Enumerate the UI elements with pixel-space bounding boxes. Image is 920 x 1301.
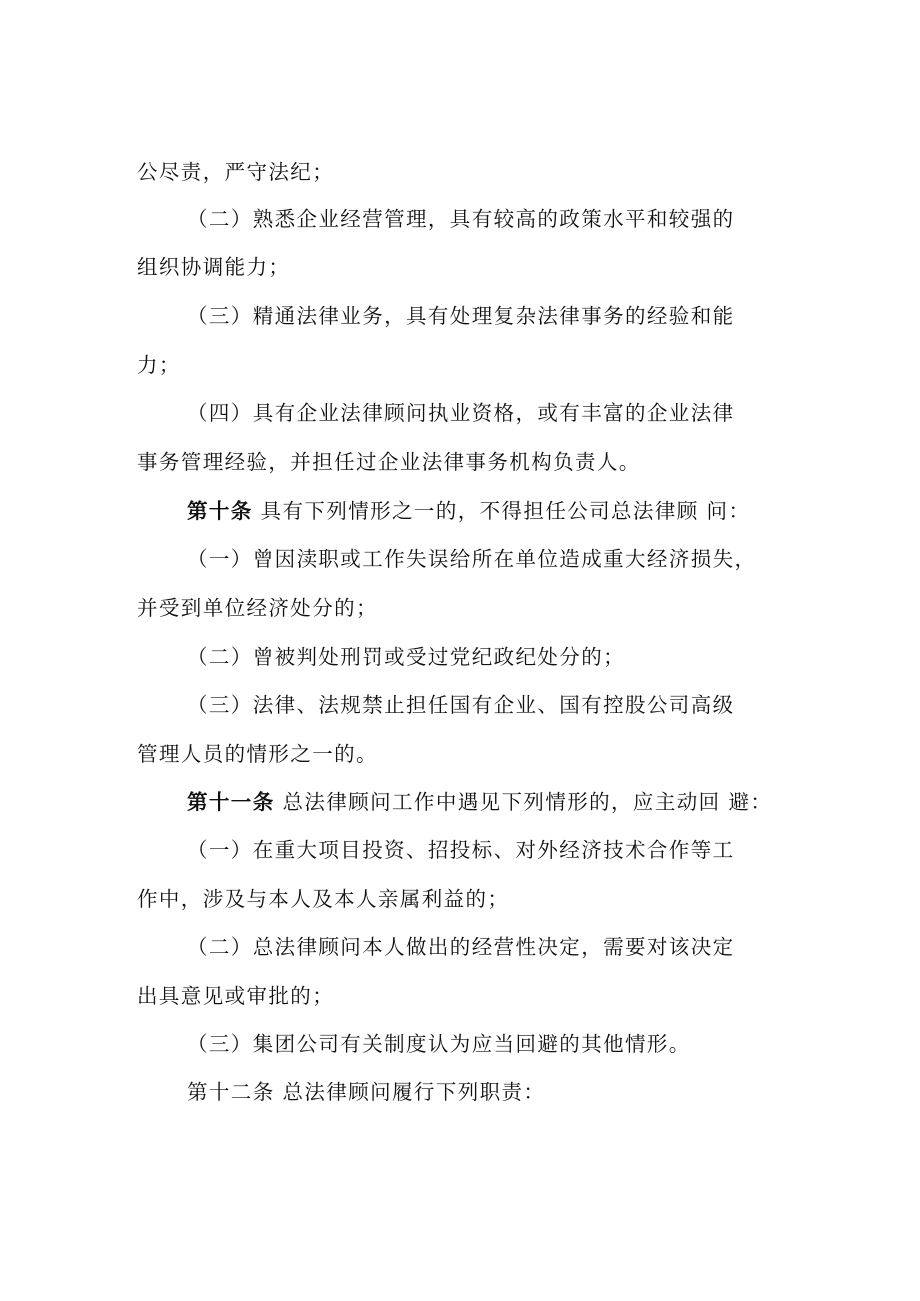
paragraph-line: 管理人员的情形之一的。 bbox=[137, 742, 378, 766]
paragraph-line: 并受到单位经济处分的； bbox=[137, 596, 378, 620]
paragraph-line: （一）在重大项目投资、招投标、对外经济技术合作等工 bbox=[187, 838, 735, 862]
paragraph-line: 力； bbox=[137, 353, 181, 377]
article-10-text: 具有下列情形之一的，不得担任公司总法律顾 问： bbox=[260, 499, 751, 523]
paragraph-line: 事务管理经验，并担任过企业法律事务机构负责人。 bbox=[137, 450, 641, 474]
paragraph-line: （三）集团公司有关制度认为应当回避的其他情形。 bbox=[187, 1032, 691, 1056]
article-12-line: 第十二条 总法律顾问履行下列职责： bbox=[187, 1080, 546, 1104]
article-11-text: 总法律顾问工作中遇见下列情形的，应主动回 避： bbox=[282, 790, 773, 814]
paragraph-line: （三）法律、法规禁止担任国有企业、国有控股公司高级 bbox=[187, 693, 735, 717]
article-10-label: 第十条 bbox=[187, 499, 253, 523]
paragraph-line: 公尽责，严守法纪； bbox=[137, 160, 335, 184]
paragraph-line: （二）总法律顾问本人做出的经营性决定，需要对该决定 bbox=[187, 935, 735, 959]
article-11-line bbox=[187, 788, 772, 816]
paragraph-line: （一）曾因渎职或工作失误给所在单位造成重大经济损失， bbox=[187, 547, 757, 571]
paragraph-line: 作中，涉及与本人及本人亲属利益的； bbox=[137, 887, 510, 911]
paragraph-line: 组织协调能力； bbox=[137, 255, 291, 279]
article-10-line bbox=[187, 497, 750, 525]
paragraph-line: （二）熟悉企业经营管理，具有较高的政策水平和较强的 bbox=[187, 207, 735, 231]
paragraph-line: 出具意见或审批的； bbox=[137, 984, 335, 1008]
paragraph-line: （四）具有企业法律顾问执业资格，或有丰富的企业法律 bbox=[187, 401, 735, 425]
paragraph-line: （三）精通法律业务，具有处理复杂法律事务的经验和能 bbox=[187, 304, 735, 328]
article-11-label: 第十一条 bbox=[187, 790, 275, 814]
paragraph-line: （二）曾被判处刑罚或受过党纪政纪处分的； bbox=[187, 645, 625, 669]
